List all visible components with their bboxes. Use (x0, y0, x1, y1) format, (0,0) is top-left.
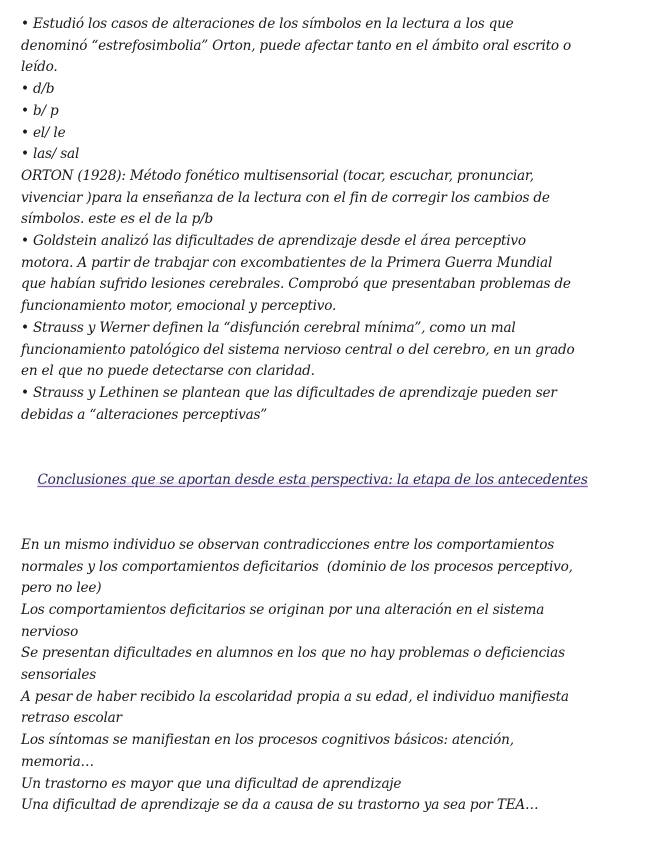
text-line: nervioso (21, 623, 79, 640)
section-heading: Conclusiones que se aportan desde esta perspectiva: la etapa de los antecedentes (37, 471, 588, 488)
text-line: funcionamiento patológico del sistema nervioso central o del cerebro, en un grado (21, 341, 575, 358)
text-line: • el/ le (21, 124, 66, 141)
text-line: Un trastorno es mayor que una dificultad de aprendizaje (21, 775, 402, 792)
text-line: Los comportamientos deficitarios se originan por una alteración en el sistema (21, 601, 545, 618)
section-heading-line (21, 448, 642, 513)
spacer (21, 513, 642, 535)
text-line: motora. A partir de trabajar con excombatientes de la Primera Guerra Mundial (21, 254, 553, 271)
text-line: En un mismo individuo se observan contradicciones entre los comportamientos (21, 536, 554, 553)
text-line: Se presentan dificultades en alumnos en los que no hay problemas o deficiencias (21, 645, 565, 662)
text-line: vivenciar )para la enseñanza de la lectura con el fin de corregir los cambios de (21, 189, 550, 206)
text-line: • d/b (21, 81, 55, 98)
text-line: • las/ sal (21, 146, 80, 163)
text-line: debidas a “alteraciones perceptivas” (21, 406, 268, 423)
conclusions-section (21, 535, 642, 817)
text-line: que habían sufrido lesiones cerebrales. Comprobó que presentaban problemas de (21, 276, 571, 293)
text-line: pero no lee) (21, 580, 102, 597)
text-line: • Strauss y Werner definen la “disfunción cerebral mínima”, como un mal (21, 319, 516, 336)
spacer (21, 426, 642, 448)
text-line: Una dificultad de aprendizaje se da a causa de su trastorno ya sea por TEA… (21, 797, 539, 814)
text-line: • Strauss y Lethinen se plantean que las dificultades de aprendizaje pueden ser (21, 384, 557, 401)
text-line: funcionamiento motor, emocional y perceptivo. (21, 298, 337, 315)
text-line: • Estudió los casos de alteraciones de los símbolos en la lectura a los que (21, 16, 514, 32)
text-line: denominó “estrefosimbolia” Orton, puede afectar tanto en el ámbito oral escrito o (21, 37, 572, 54)
text-line: ORTON (1928): Método fonético multisensorial (tocar, escuchar, pronunciar, (21, 167, 534, 184)
text-line: • Goldstein analizó las dificultades de aprendizaje desde el área perceptivo (21, 233, 526, 250)
text-line: en el que no puede detectarse con claridad. (21, 363, 315, 380)
text-line: memoria… (21, 753, 94, 770)
text-line: Los síntomas se manifiestan en los procesos cognitivos básicos: atención, (21, 732, 514, 749)
text-line: normales y los comportamientos deficitarios (dominio de los procesos perceptivo, (21, 558, 573, 575)
text-line: leído. (21, 59, 58, 76)
text-line: sensoriales (21, 667, 97, 684)
text-line: • b/ p (21, 102, 59, 119)
text-line: retraso escolar (21, 710, 122, 727)
intro-section (21, 14, 642, 426)
text-line: A pesar de haber recibido la escolaridad propia a su edad, el individuo manifiesta (21, 688, 569, 705)
text-line: símbolos. este es el de la p/b (21, 211, 213, 228)
